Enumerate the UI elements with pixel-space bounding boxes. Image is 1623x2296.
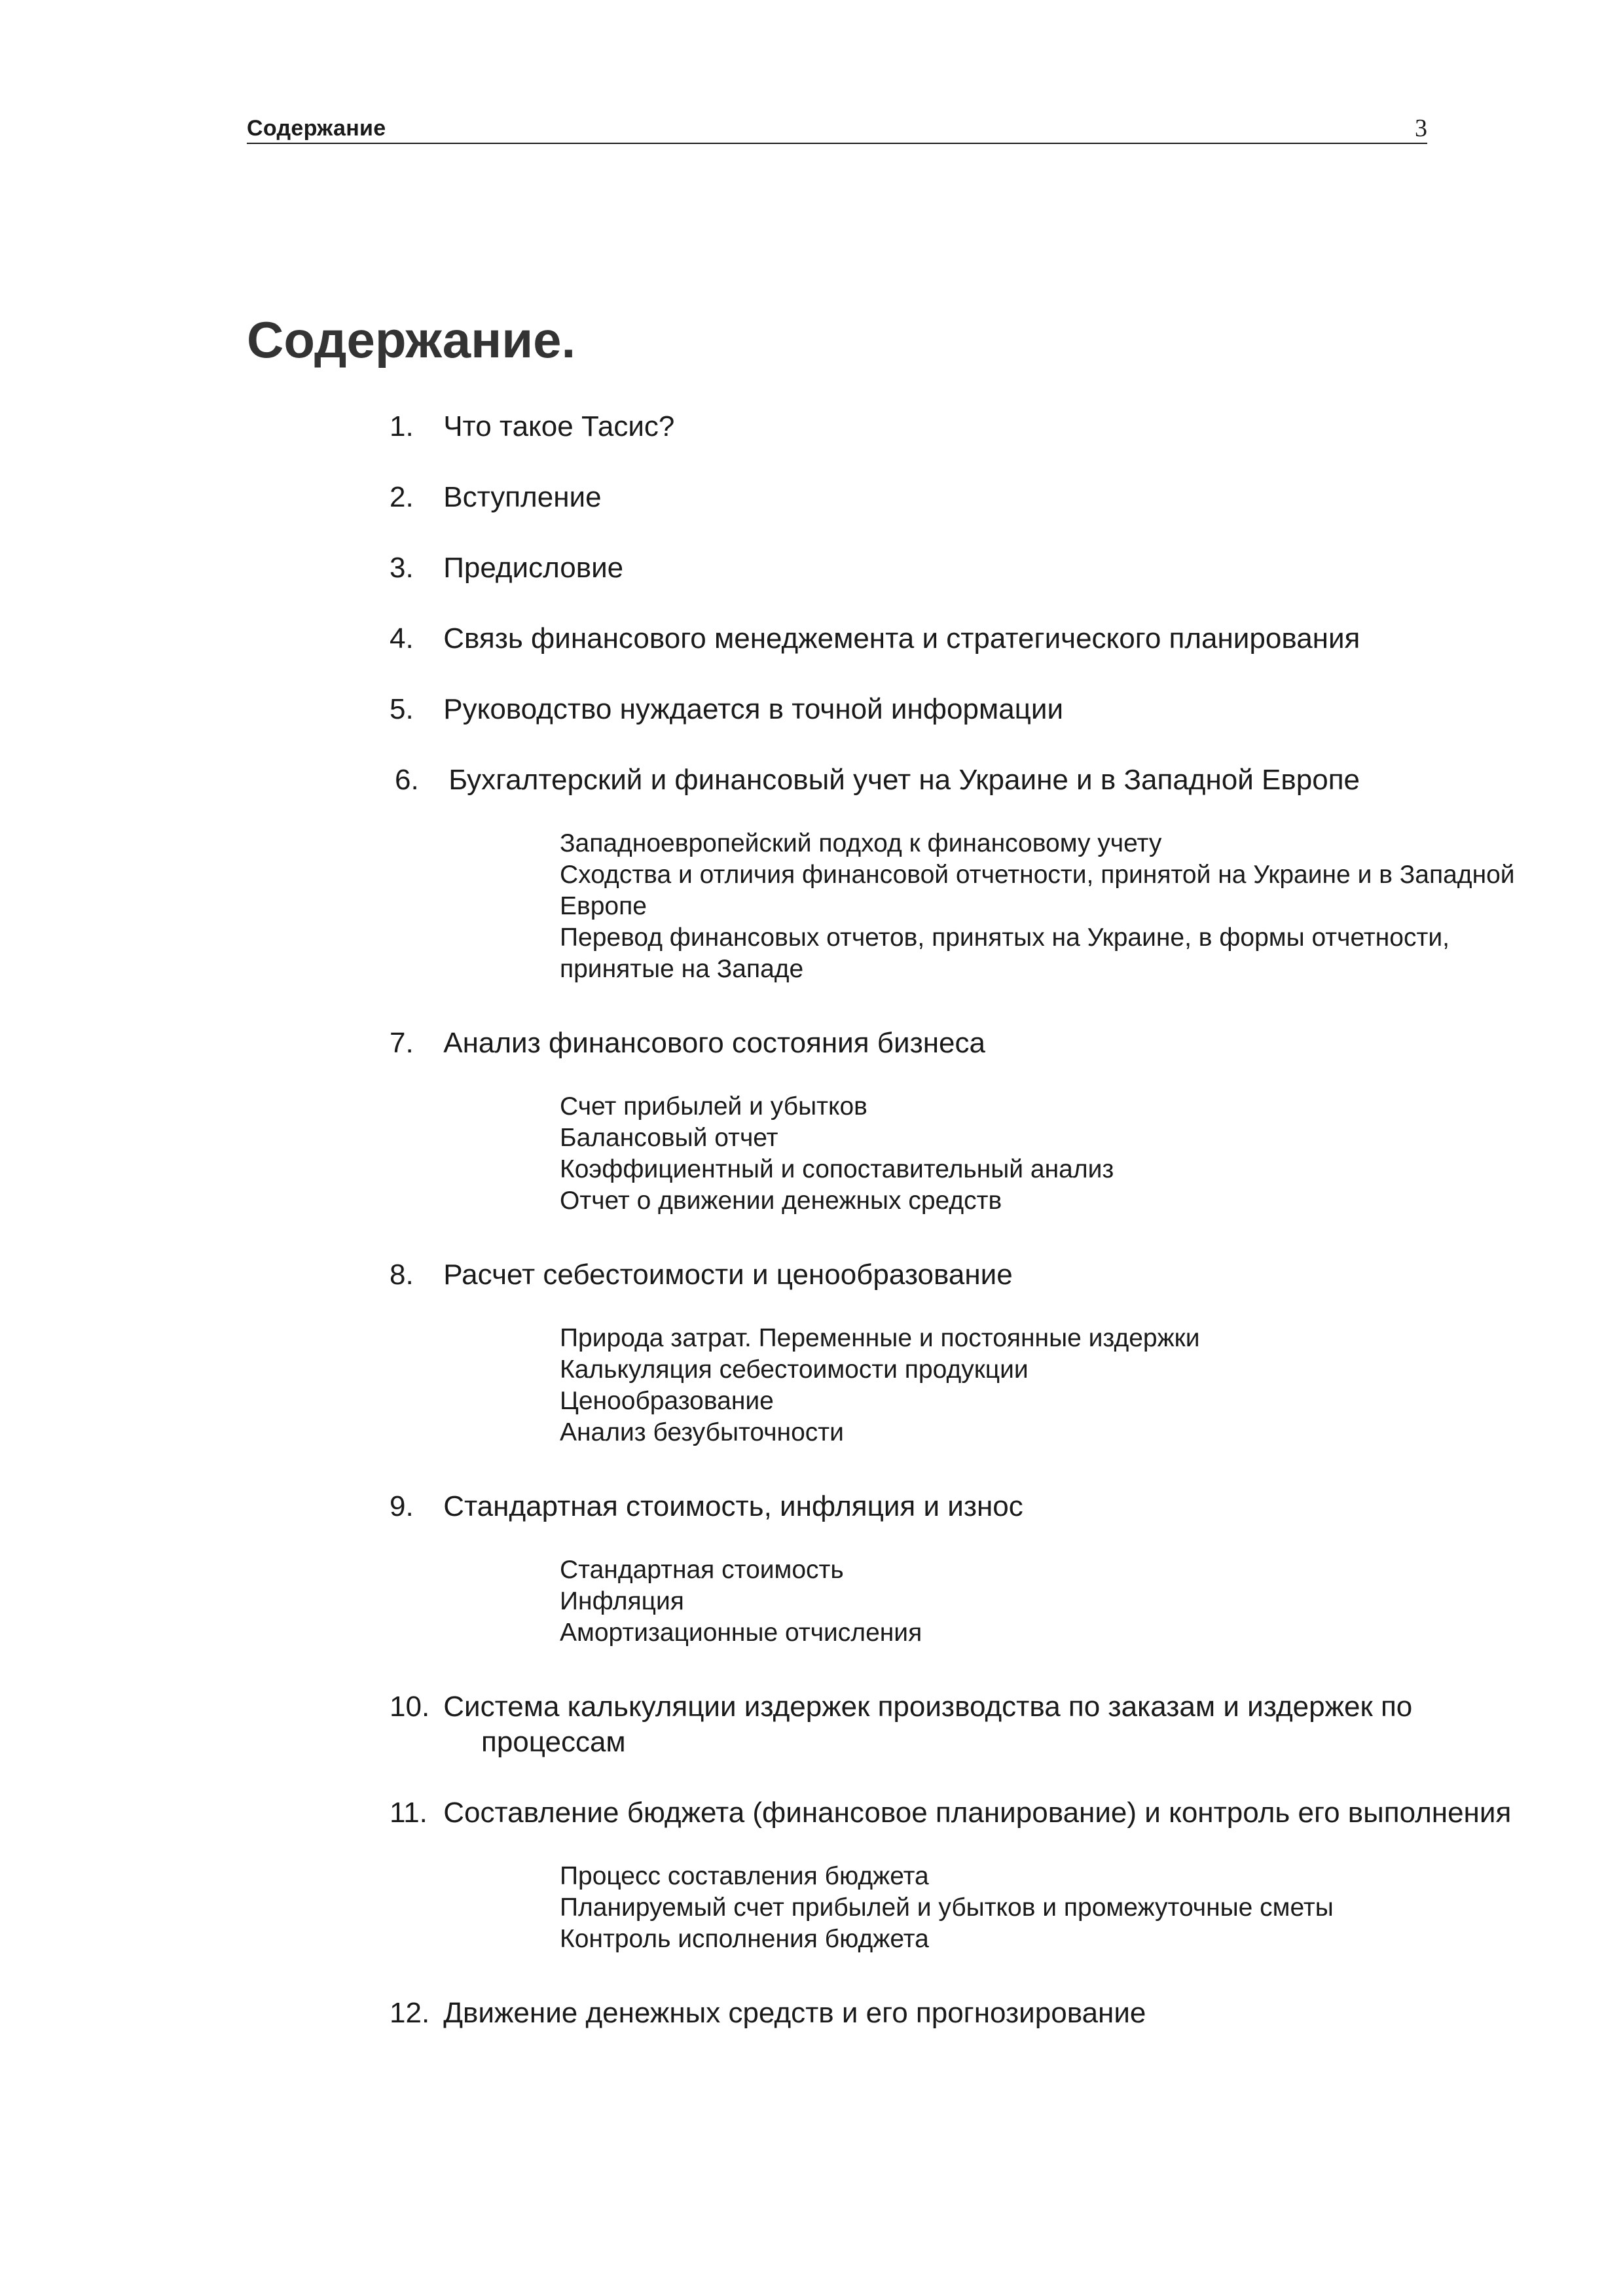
toc-heading[interactable]: 9. Стандартная стоимость, инфляция и износ bbox=[390, 1490, 1023, 1522]
toc-subentry[interactable]: Коэффициентный и сопоставительный анализ bbox=[560, 1155, 1114, 1183]
toc-heading[interactable]: 8. Расчет себестоимости и ценообразование bbox=[390, 1259, 1013, 1291]
toc-subentry[interactable]: Амортизационные отчисления bbox=[560, 1619, 922, 1647]
toc-entry bbox=[390, 1257, 1548, 1448]
toc-title: Анализ финансового состояния бизнеса bbox=[443, 1027, 985, 1059]
toc-subentry[interactable]: Сходства и отличия финансовой отчетности, принятой на Украине и в Западной Европе bbox=[560, 861, 1515, 920]
toc-subentry[interactable]: Природа затрат. Переменные и постоянные издержки bbox=[560, 1324, 1200, 1352]
toc-title: Расчет себестоимости и ценообразование bbox=[443, 1259, 1013, 1291]
toc-entry bbox=[390, 1795, 1548, 1955]
toc-subentry[interactable]: Западноевропейский подход к финансовому учету bbox=[560, 829, 1162, 857]
toc-subentry[interactable]: Счет прибылей и убытков bbox=[560, 1092, 867, 1121]
toc-subentry[interactable]: Контроль исполнения бюджета bbox=[560, 1925, 929, 1953]
page-number: 3 bbox=[1415, 115, 1427, 142]
toc-subentry[interactable]: Калькуляция себестоимости продукции bbox=[560, 1355, 1029, 1384]
toc-entry bbox=[390, 1026, 1548, 1217]
toc-subentry[interactable]: Отчет о движении денежных средств bbox=[560, 1187, 1002, 1215]
toc-heading[interactable]: 4. Связь финансового менеджемента и стратегического планирования bbox=[390, 622, 1360, 655]
table-of-contents bbox=[390, 409, 1548, 2066]
toc-title: Что такое Тасис? bbox=[443, 410, 675, 442]
toc-entry bbox=[390, 409, 1548, 444]
toc-entry bbox=[390, 1996, 1548, 2031]
running-header-title: Содержание bbox=[247, 116, 386, 141]
toc-heading[interactable]: 1. Что такое Тасис? bbox=[390, 410, 675, 442]
toc-title: Система калькуляции издержек производства по заказам и издержек по процессам bbox=[443, 1691, 1413, 1758]
toc-heading[interactable]: 3. Предисловие bbox=[390, 552, 624, 584]
toc-subentries bbox=[560, 1091, 1548, 1217]
toc-subentries bbox=[560, 1554, 1548, 1649]
toc-subentry[interactable]: Балансовый отчет bbox=[560, 1124, 778, 1152]
toc-heading[interactable]: 5. Руководство нуждается в точной информации bbox=[390, 693, 1064, 725]
toc-subentry[interactable]: Перевод финансовых отчетов, принятых на Украине, в формы отчетности, принятые на Западе bbox=[560, 924, 1450, 983]
toc-heading[interactable]: 7. Анализ финансового состояния бизнеса bbox=[390, 1027, 985, 1059]
toc-heading[interactable]: 2. Вступление bbox=[390, 481, 602, 513]
toc-entry bbox=[390, 621, 1548, 656]
toc-subentries bbox=[560, 1861, 1548, 1955]
toc-subentry[interactable]: Процесс составления бюджета bbox=[560, 1862, 929, 1890]
toc-heading[interactable]: 12. Движение денежных средств и его прогнозирование bbox=[390, 1997, 1146, 2029]
toc-subentry[interactable]: Планируемый счет прибылей и убытков и промежуточные сметы bbox=[560, 1893, 1334, 1922]
toc-subentries bbox=[560, 828, 1548, 985]
toc-entry bbox=[390, 692, 1548, 727]
toc-entry bbox=[390, 1689, 1548, 1760]
toc-title: Составление бюджета (финансовое планирование) и контроль его выполнения bbox=[443, 1797, 1512, 1829]
toc-subentries bbox=[560, 1323, 1548, 1448]
toc-heading[interactable]: 10. Система калькуляции издержек производства по заказам и издержек по процессам bbox=[390, 1691, 1413, 1758]
toc-title: Предисловие bbox=[443, 552, 624, 584]
toc-subentry[interactable]: Инфляция bbox=[560, 1587, 684, 1615]
toc-entry bbox=[395, 762, 1548, 985]
toc-heading[interactable]: 11. Составление бюджета (финансовое планирование) и контроль его выполнения bbox=[390, 1797, 1512, 1829]
toc-subentry[interactable]: Стандартная стоимость bbox=[560, 1556, 844, 1584]
toc-title: Связь финансового менеджемента и стратегического планирования bbox=[443, 622, 1360, 655]
toc-entry bbox=[390, 480, 1548, 515]
toc-entry bbox=[390, 1489, 1548, 1649]
toc-title: Движение денежных средств и его прогнозирование bbox=[443, 1997, 1146, 2029]
page-title: Содержание. bbox=[247, 311, 576, 368]
toc-title: Вступление bbox=[443, 481, 602, 513]
toc-title: Стандартная стоимость, инфляция и износ bbox=[443, 1490, 1023, 1522]
toc-subentry[interactable]: Ценообразование bbox=[560, 1387, 774, 1415]
toc-title: Руководство нуждается в точной информации bbox=[443, 693, 1064, 725]
toc-title: Бухгалтерский и финансовый учет на Украине и в Западной Европе bbox=[448, 764, 1360, 796]
running-header bbox=[247, 117, 1427, 144]
toc-entry bbox=[390, 550, 1548, 586]
toc-subentry[interactable]: Анализ безубыточности bbox=[560, 1418, 844, 1446]
toc-heading[interactable]: 6. Бухгалтерский и финансовый учет на Украине и в Западной Европе bbox=[395, 764, 1360, 796]
